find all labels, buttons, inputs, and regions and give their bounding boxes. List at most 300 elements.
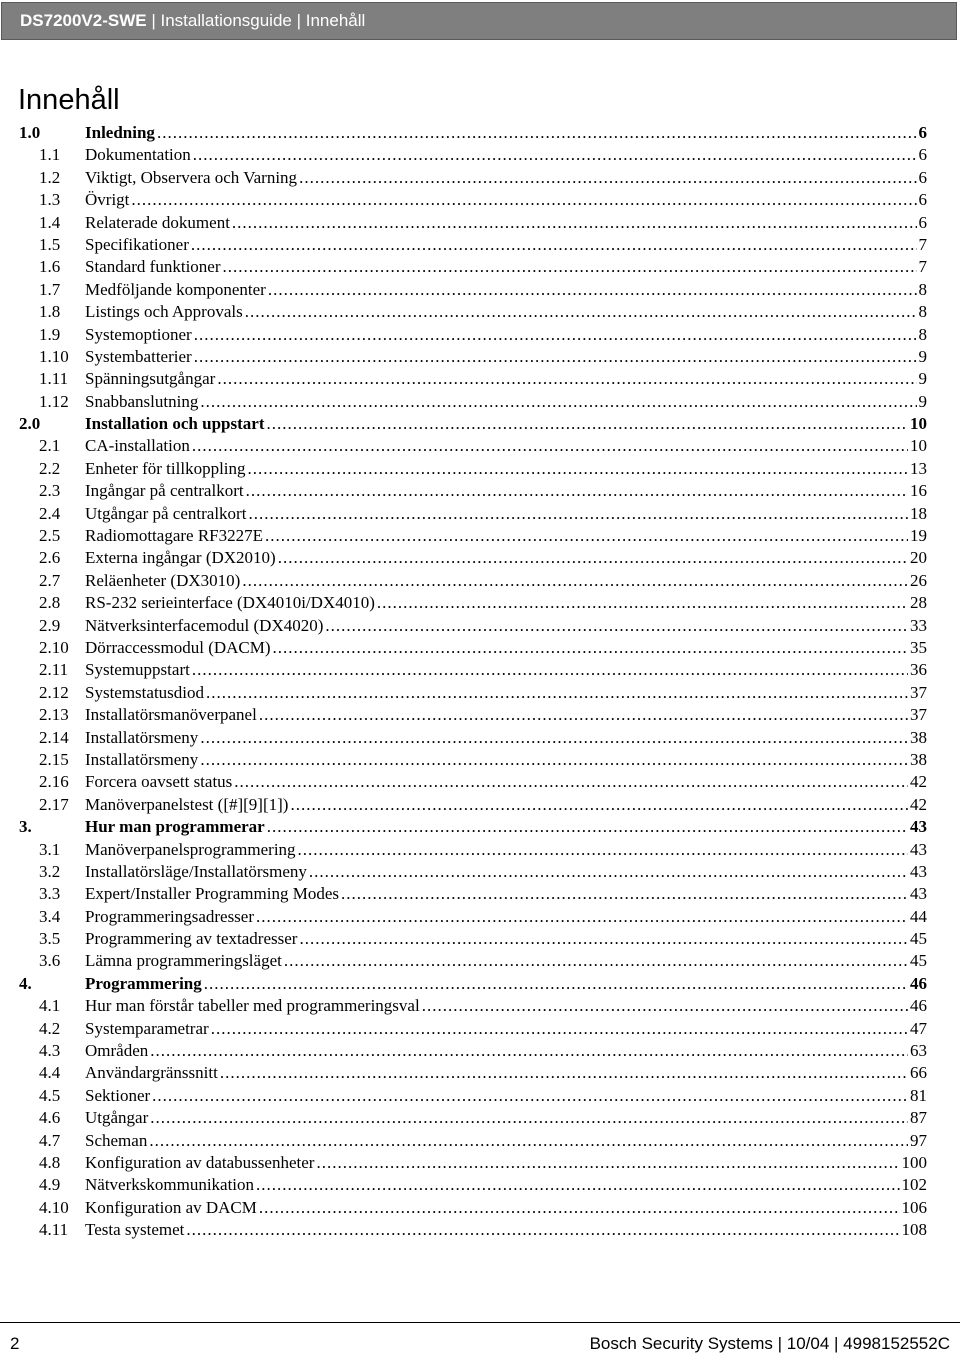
toc-entry-title: Användargränssnitt (85, 1063, 218, 1083)
toc-entry-title: Sektioner (85, 1085, 151, 1105)
toc-entry-title: CA-installation (85, 436, 190, 456)
toc-dot-leader (377, 592, 908, 614)
toc-entry-title: Manöverpanelsprogrammering (85, 839, 296, 859)
toc-dot-leader (232, 212, 917, 234)
toc-entry-number: 4.3 (39, 1041, 61, 1061)
toc-entry-number: 1.0 (19, 123, 41, 142)
toc-entry-body (85, 458, 927, 480)
toc-entry-title: Externa ingångar (DX2010) (85, 548, 276, 568)
toc-entry-page-number: 38 (910, 749, 927, 769)
toc-entry-number: 2.11 (39, 660, 69, 680)
toc-entry-title: Installatörsmeny (85, 727, 199, 747)
toc-section-entry[interactable] (0, 727, 960, 749)
toc-entry-body (85, 570, 927, 592)
toc-entry-title: Standard funktioner (85, 257, 221, 277)
toc-dot-leader (217, 368, 916, 390)
toc-dot-leader (267, 816, 908, 838)
toc-section-entry[interactable] (0, 1152, 960, 1174)
toc-entry-page-number: 7 (918, 257, 927, 277)
header-product-code: DS7200V2-SWE (20, 11, 147, 30)
toc-dot-leader (200, 391, 916, 413)
toc-entry-page-number: 7 (918, 234, 927, 254)
toc-section-entry[interactable] (0, 1174, 960, 1196)
toc-entry-page-number: 46 (910, 973, 927, 993)
page-title: Innehåll (18, 84, 120, 116)
toc-entry-page-number: 87 (910, 1108, 927, 1128)
toc-entry-number: 2.10 (39, 637, 69, 657)
toc-entry-body (85, 883, 927, 905)
toc-chapter-entry[interactable] (0, 816, 960, 838)
toc-entry-title: Manöverpanelstest ([#][9][1]) (85, 794, 289, 814)
toc-entry-page-number: 13 (910, 458, 927, 478)
toc-entry-page-number: 36 (910, 660, 927, 680)
toc-entry-title: Konfiguration av DACM (85, 1197, 257, 1217)
toc-chapter-entry[interactable] (0, 122, 960, 144)
toc-section-entry[interactable] (0, 592, 960, 614)
toc-section-entry[interactable] (0, 928, 960, 950)
toc-entry-title: Utgångar (85, 1108, 149, 1128)
toc-entry-page-number: 37 (910, 705, 927, 725)
toc-entry-number: 2.4 (39, 503, 61, 523)
toc-section-entry[interactable] (0, 570, 960, 592)
toc-entry-body (85, 615, 927, 637)
toc-entry-title: Systembatterier (85, 346, 192, 366)
toc-entry-title: Snabbanslutning (85, 391, 199, 411)
toc-entry-body (85, 704, 927, 726)
toc-entry-page-number: 106 (901, 1197, 927, 1217)
toc-entry-page-number: 8 (918, 302, 927, 322)
footer-company: Bosch Security Systems (589, 1334, 773, 1353)
toc-entry-body (85, 391, 927, 413)
toc-section-entry[interactable] (0, 234, 960, 256)
toc-entry-number: 4.1 (39, 996, 61, 1016)
toc-section-entry[interactable] (0, 391, 960, 413)
toc-entry-body (85, 1062, 927, 1084)
toc-entry-number: 1.9 (39, 324, 61, 344)
toc-entry-title: Systemuppstart (85, 660, 190, 680)
toc-entry-title: Forcera oavsett status (85, 772, 233, 792)
toc-entry-page-number: 19 (910, 526, 927, 546)
toc-entry-number: 1.2 (39, 167, 61, 187)
toc-entry-page-number: 100 (901, 1152, 927, 1172)
toc-entry-number: 4.6 (39, 1108, 61, 1128)
toc-entry-body (85, 1130, 927, 1152)
toc-entry-title: Konfiguration av databussenheter (85, 1152, 315, 1172)
toc-dot-leader (234, 771, 908, 793)
toc-section-entry[interactable] (0, 503, 960, 525)
toc-dot-leader (256, 1174, 899, 1196)
toc-entry-page-number: 97 (910, 1130, 927, 1150)
toc-chapter-entry[interactable] (0, 413, 960, 435)
toc-entry-number: 4.7 (39, 1130, 61, 1150)
toc-entry-page-number: 42 (910, 794, 927, 814)
toc-section-entry[interactable] (0, 525, 960, 547)
toc-section-entry[interactable] (0, 1197, 960, 1219)
toc-entry-number: 2.5 (39, 526, 61, 546)
toc-entry-number: 1.10 (39, 346, 69, 366)
toc-entry-body (85, 256, 927, 278)
toc-entry-page-number: 42 (910, 772, 927, 792)
toc-entry-body (85, 727, 927, 749)
toc-dot-leader (248, 458, 908, 480)
toc-entry-title: Radiomottagare RF3227E (85, 526, 264, 546)
toc-section-entry[interactable] (0, 1040, 960, 1062)
toc-entry-number: 1.6 (39, 257, 61, 277)
footer-separator: | (829, 1334, 844, 1353)
toc-entry-title: Installatörsmanöverpanel (85, 705, 257, 725)
toc-entry-body (85, 324, 927, 346)
toc-entry-title: Scheman (85, 1130, 148, 1150)
toc-dot-leader (246, 480, 908, 502)
toc-entry-title: Inledning (85, 123, 155, 142)
toc-dot-leader (325, 615, 908, 637)
footer-publisher-info (590, 1333, 950, 1355)
toc-entry-title: Systemoptioner (85, 324, 192, 344)
toc-dot-leader (290, 794, 908, 816)
toc-entry-page-number: 10 (910, 436, 927, 456)
toc-entry-number: 1.12 (39, 391, 69, 411)
toc-entry-body (85, 1107, 927, 1129)
toc-entry-body (85, 1219, 927, 1241)
toc-entry-page-number: 45 (910, 951, 927, 971)
toc-section-entry[interactable] (0, 1107, 960, 1129)
toc-entry-body (85, 1085, 927, 1107)
toc-section-entry[interactable] (0, 458, 960, 480)
toc-entry-number: 2.3 (39, 481, 61, 501)
toc-section-entry[interactable] (0, 839, 960, 861)
toc-entry-page-number: 6 (918, 123, 927, 142)
toc-dot-leader (309, 861, 908, 883)
toc-section-entry[interactable] (0, 906, 960, 928)
toc-chapter-entry[interactable] (0, 973, 960, 995)
toc-entry-page-number: 18 (910, 503, 927, 523)
toc-entry-number: 2.13 (39, 705, 69, 725)
toc-entry-page-number: 8 (918, 279, 927, 299)
toc-entry-body (85, 525, 927, 547)
toc-dot-leader (157, 122, 917, 144)
toc-entry-number: 2.12 (39, 682, 69, 702)
toc-entry-body (85, 144, 927, 166)
toc-dot-leader (422, 995, 908, 1017)
toc-entry-title: RS-232 serieinterface (DX4010i/DX4010) (85, 593, 375, 613)
toc-entry-body (85, 928, 927, 950)
toc-dot-leader (194, 346, 917, 368)
toc-entry-title: Hur man förstår tabeller med programmeringsval (85, 996, 420, 1016)
toc-entry-page-number: 28 (910, 593, 927, 613)
toc-entry-title: Områden (85, 1041, 149, 1061)
toc-section-entry[interactable] (0, 995, 960, 1017)
toc-section-entry[interactable] (0, 749, 960, 771)
toc-entry-number: 2.7 (39, 570, 61, 590)
toc-entry-title: Medföljande komponenter (85, 279, 266, 299)
toc-entry-number: 2.6 (39, 548, 61, 568)
toc-dot-leader (266, 413, 908, 435)
toc-section-entry[interactable] (0, 1219, 960, 1241)
toc-dot-leader (150, 1107, 908, 1129)
toc-entry-title: Installation och uppstart (85, 414, 265, 434)
toc-dot-leader (192, 435, 908, 457)
toc-entry-title: Programmering (85, 973, 202, 993)
toc-entry-body (85, 1018, 927, 1040)
toc-entry-page-number: 81 (910, 1085, 927, 1105)
toc-entry-body (85, 167, 927, 189)
toc-entry-number: 3.1 (39, 839, 61, 859)
toc-entry-title: Dörraccessmodul (DACM) (85, 637, 271, 657)
toc-dot-leader (259, 1197, 900, 1219)
toc-section-entry[interactable] (0, 1085, 960, 1107)
toc-section-entry[interactable] (0, 189, 960, 211)
toc-dot-leader (200, 749, 908, 771)
toc-dot-leader (131, 189, 916, 211)
toc-entry-page-number: 26 (910, 570, 927, 590)
toc-entry-number: 4.5 (39, 1085, 61, 1105)
toc-entry-title: Ingångar på centralkort (85, 481, 244, 501)
toc-dot-leader (245, 301, 917, 323)
toc-section-entry[interactable] (0, 279, 960, 301)
header-section: Innehåll (305, 11, 366, 30)
toc-entry-body (85, 592, 927, 614)
toc-entry-page-number: 38 (910, 727, 927, 747)
toc-entry-title: Installatörsmeny (85, 749, 199, 769)
toc-entry-title: Lämna programmeringsläget (85, 951, 282, 971)
toc-entry-title: Utgångar på centralkort (85, 503, 247, 523)
toc-entry-body (85, 995, 927, 1017)
toc-entry-number: 3.5 (39, 929, 61, 949)
toc-entry-page-number: 108 (901, 1220, 927, 1240)
toc-section-entry[interactable] (0, 324, 960, 346)
toc-dot-leader (316, 1152, 899, 1174)
toc-dot-leader (152, 1085, 908, 1107)
toc-entry-number: 2.8 (39, 593, 61, 613)
toc-entry-number: 1.11 (39, 369, 69, 389)
toc-entry-page-number: 9 (918, 346, 927, 366)
toc-entry-number: 2.9 (39, 615, 61, 635)
toc-entry-page-number: 9 (918, 391, 927, 411)
toc-entry-title: Systemstatusdiod (85, 682, 205, 702)
toc-dot-leader (193, 144, 917, 166)
toc-entry-body (85, 279, 927, 301)
toc-dot-leader (248, 503, 908, 525)
toc-entry-title: Specifikationer (85, 234, 189, 254)
toc-entry-number: 3.2 (39, 861, 61, 881)
toc-section-entry[interactable] (0, 1062, 960, 1084)
toc-entry-number: 4. (19, 973, 32, 993)
toc-dot-leader (299, 167, 916, 189)
toc-entry-body (85, 122, 927, 144)
toc-entry-page-number: 63 (910, 1041, 927, 1061)
toc-entry-page-number: 66 (910, 1063, 927, 1083)
toc-entry-title: Programmeringsadresser (85, 906, 255, 926)
header-doc-type: Installationsguide (160, 11, 292, 30)
toc-entry-body (85, 1152, 927, 1174)
table-of-contents (0, 122, 960, 1242)
toc-entry-number: 1.1 (39, 145, 61, 165)
toc-entry-body (85, 547, 927, 569)
toc-entry-body (85, 368, 927, 390)
toc-entry-title: Nätverksinterfacemodul (DX4020) (85, 615, 324, 635)
toc-entry-body (85, 1197, 927, 1219)
toc-entry-page-number: 37 (910, 682, 927, 702)
toc-section-entry[interactable] (0, 144, 960, 166)
toc-entry-number: 4.4 (39, 1063, 61, 1083)
toc-entry-title: Hur man programmerar (85, 817, 265, 837)
toc-entry-body (85, 794, 927, 816)
toc-section-entry[interactable] (0, 637, 960, 659)
toc-entry-body (85, 771, 927, 793)
toc-dot-leader (204, 973, 908, 995)
toc-entry-page-number: 44 (910, 906, 927, 926)
toc-dot-leader (150, 1040, 908, 1062)
toc-entry-body (85, 189, 927, 211)
toc-section-entry[interactable] (0, 1018, 960, 1040)
toc-entry-page-number: 43 (910, 817, 927, 837)
toc-entry-number: 4.11 (39, 1220, 69, 1240)
toc-entry-body (85, 906, 927, 928)
toc-entry-page-number: 20 (910, 548, 927, 568)
toc-entry-title: Nätverkskommunikation (85, 1175, 255, 1195)
toc-section-entry[interactable] (0, 167, 960, 189)
toc-entry-page-number: 9 (918, 369, 927, 389)
toc-dot-leader (186, 1219, 899, 1241)
toc-entry-number: 2.15 (39, 749, 69, 769)
toc-entry-page-number: 45 (910, 929, 927, 949)
toc-entry-body (85, 212, 927, 234)
toc-dot-leader (206, 682, 908, 704)
toc-dot-leader (192, 659, 908, 681)
toc-entry-body (85, 1174, 927, 1196)
toc-entry-page-number: 35 (910, 637, 927, 657)
toc-entry-body (85, 839, 927, 861)
footer-separator: | (772, 1334, 787, 1353)
toc-entry-title: Viktigt, Observera och Varning (85, 167, 298, 187)
toc-entry-number: 3.6 (39, 951, 61, 971)
toc-entry-page-number: 33 (910, 615, 927, 635)
toc-entry-number: 4.9 (39, 1175, 61, 1195)
toc-section-entry[interactable] (0, 794, 960, 816)
toc-entry-body (85, 480, 927, 502)
toc-entry-body (85, 659, 927, 681)
toc-section-entry[interactable] (0, 480, 960, 502)
toc-dot-leader (284, 950, 908, 972)
toc-entry-body (85, 503, 927, 525)
toc-entry-number: 2.2 (39, 458, 61, 478)
toc-dot-leader (149, 1130, 908, 1152)
toc-section-entry[interactable] (0, 659, 960, 681)
toc-entry-title: Dokumentation (85, 145, 191, 165)
toc-entry-page-number: 47 (910, 1018, 927, 1038)
toc-entry-title: Testa systemet (85, 1220, 185, 1240)
toc-entry-number: 2.0 (19, 414, 41, 434)
toc-entry-number: 3.4 (39, 906, 61, 926)
toc-entry-body (85, 950, 927, 972)
toc-entry-page-number: 43 (910, 861, 927, 881)
toc-section-entry[interactable] (0, 883, 960, 905)
toc-entry-body (85, 301, 927, 323)
toc-entry-number: 4.2 (39, 1018, 61, 1038)
toc-entry-body (85, 682, 927, 704)
toc-entry-body (85, 973, 927, 995)
toc-dot-leader (211, 1018, 908, 1040)
toc-entry-number: 1.3 (39, 190, 61, 210)
toc-entry-page-number: 6 (918, 167, 927, 187)
toc-section-entry[interactable] (0, 682, 960, 704)
toc-entry-body (85, 749, 927, 771)
toc-entry-title: Reläenheter (DX3010) (85, 570, 241, 590)
toc-entry-number: 2.1 (39, 436, 61, 456)
toc-section-entry[interactable] (0, 547, 960, 569)
toc-entry-number: 1.7 (39, 279, 61, 299)
toc-section-entry[interactable] (0, 615, 960, 637)
header-separator: | (291, 11, 306, 30)
toc-section-entry[interactable] (0, 771, 960, 793)
toc-section-entry[interactable] (0, 861, 960, 883)
toc-entry-title: Listings och Approvals (85, 302, 243, 322)
toc-dot-leader (265, 525, 908, 547)
toc-entry-page-number: 6 (918, 190, 927, 210)
toc-section-entry[interactable] (0, 256, 960, 278)
toc-entry-page-number: 43 (910, 884, 927, 904)
toc-entry-page-number: 46 (910, 996, 927, 1016)
toc-section-entry[interactable] (0, 435, 960, 457)
toc-entry-page-number: 43 (910, 839, 927, 859)
toc-entry-page-number: 102 (901, 1175, 927, 1195)
toc-dot-leader (256, 906, 908, 928)
toc-entry-number: 2.14 (39, 727, 69, 747)
toc-dot-leader (268, 279, 917, 301)
toc-entry-number: 4.8 (39, 1152, 61, 1172)
toc-entry-body (85, 861, 927, 883)
footer-doc-number: 4998152552C (843, 1334, 950, 1353)
toc-entry-page-number: 16 (910, 481, 927, 501)
toc-section-entry[interactable] (0, 368, 960, 390)
toc-entry-number: 3. (19, 817, 32, 837)
toc-entry-body (85, 637, 927, 659)
toc-section-entry[interactable] (0, 704, 960, 726)
toc-section-entry[interactable] (0, 1130, 960, 1152)
toc-entry-page-number: 10 (910, 414, 927, 434)
toc-entry-page-number: 6 (918, 145, 927, 165)
toc-entry-number: 3.3 (39, 884, 61, 904)
toc-entry-page-number: 8 (918, 324, 927, 344)
footer-date: 10/04 (786, 1334, 830, 1353)
toc-section-entry[interactable] (0, 301, 960, 323)
toc-section-entry[interactable] (0, 212, 960, 234)
toc-entry-number: 1.4 (39, 212, 61, 232)
toc-entry-number: 2.17 (39, 794, 69, 814)
toc-entry-title: Expert/Installer Programming Modes (85, 884, 340, 904)
toc-entry-body (85, 413, 927, 435)
toc-entry-title: Spänningsutgångar (85, 369, 216, 389)
toc-dot-leader (278, 547, 908, 569)
toc-entry-number: 4.10 (39, 1197, 69, 1217)
toc-entry-body (85, 816, 927, 838)
toc-entry-title: Systemparametrar (85, 1018, 209, 1038)
toc-dot-leader (259, 704, 908, 726)
toc-dot-leader (341, 883, 908, 905)
toc-dot-leader (298, 839, 908, 861)
toc-entry-number: 2.16 (39, 772, 69, 792)
header-separator: | (146, 11, 161, 30)
document-header-bar (1, 2, 957, 40)
toc-dot-leader (194, 324, 917, 346)
toc-entry-number: 1.8 (39, 302, 61, 322)
toc-dot-leader (299, 928, 908, 950)
toc-section-entry[interactable] (0, 346, 960, 368)
toc-entry-title: Enheter för tillkoppling (85, 458, 246, 478)
toc-section-entry[interactable] (0, 950, 960, 972)
toc-entry-body (85, 1040, 927, 1062)
toc-entry-body (85, 435, 927, 457)
